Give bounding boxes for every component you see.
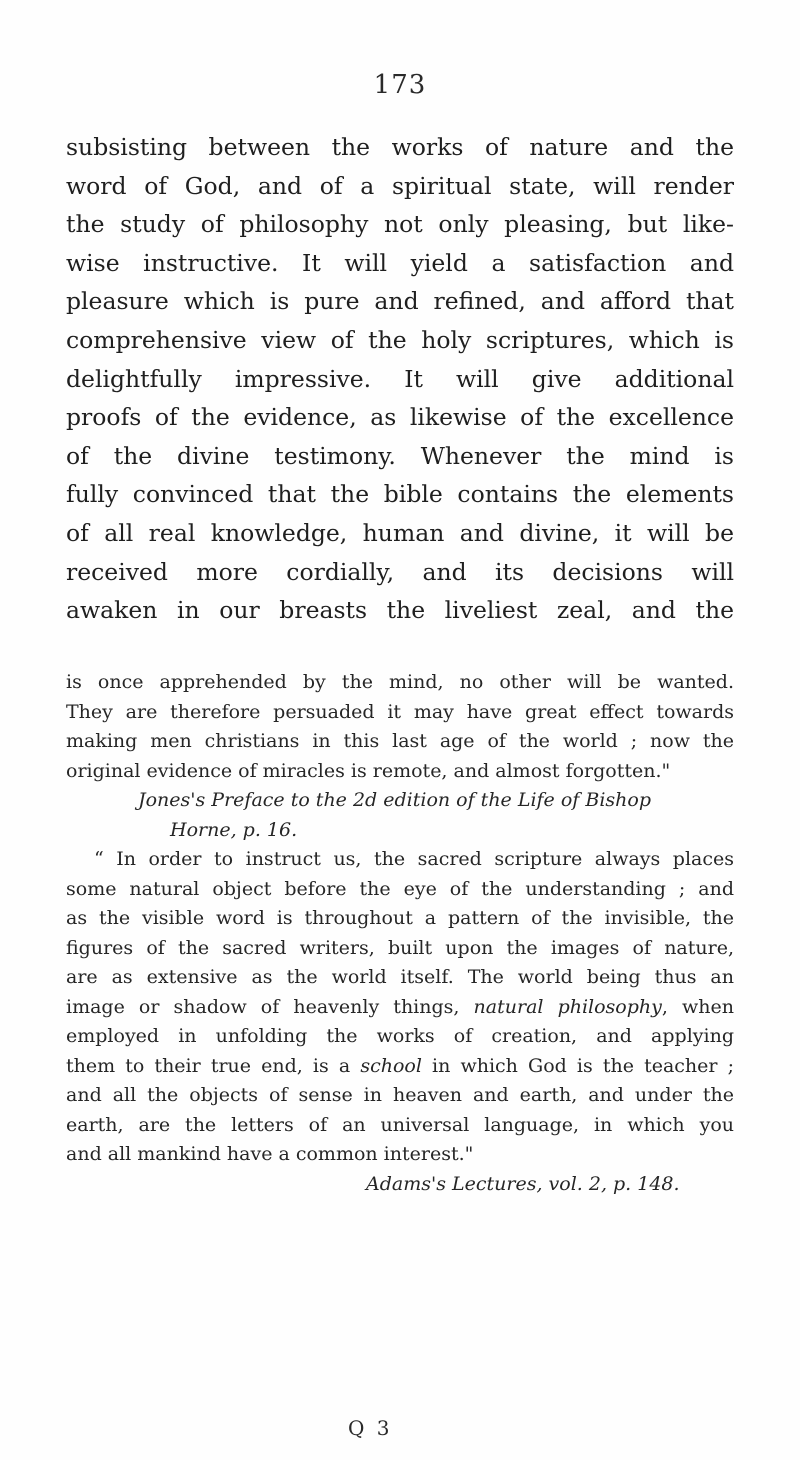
footnote-quote-line: as the visible word is throughout a pattern of the invisible, the [66,907,734,929]
body-line: of the divine testimony. Whenever the mind is [66,441,734,470]
footnote-quote-line: and all mankind have a common interest." [66,1143,474,1165]
footnote-quote-line [66,993,734,1023]
body-line: comprehensive view of the holy scriptures, which is [66,325,734,354]
body-line: received more cordially, and its decisions will [66,557,734,586]
body-line: delightfully impressive. It will give additional [66,364,734,393]
footnote-line: original evidence of miracles is remote, and almost forgotten." [66,759,671,782]
body-line: word of God, and of a spiritual state, will render [66,171,734,200]
footnote-line: is once apprehended by the mind, no other will be wanted. [66,671,734,693]
page-number: 173 [373,70,427,100]
quote-text: in which God is the teacher ; [421,1054,734,1077]
footnote-quote-line: employed in unfolding the works of creation, and applying [66,1025,734,1047]
footnote-citation: Jones's Preface to the 2d edition of the Life of Bishop [138,789,651,811]
signature-mark: Q 3 [348,1416,393,1440]
footnote-quote-line: figures of the sacred writers, built upon the images of nature, [66,936,734,959]
quote-emphasis: school [360,1054,422,1077]
footnote-quote-line: earth, are the letters of an universal language, in which you [66,1113,734,1136]
body-line: proofs of the evidence, as likewise of the excellence [66,403,734,432]
footnote-quote-line: are as extensive as the world itself. The world being thus an [66,966,734,988]
footnote-line: They are therefore persuaded it may have great effect towards [66,700,734,723]
footnote-citation: Adams's Lectures, vol. 2, p. 148. [366,1172,680,1195]
footnote-quote-line [66,1052,734,1082]
footnote-quote-line: some natural object before the eye of the understanding ; and [66,877,734,900]
body-line: of all real knowledge, human and divine, it will be [66,518,734,547]
body-line: fully convinced that the bible contains the elements [66,480,734,509]
quote-text: them to their true end, is a [66,1054,361,1077]
footnote-citation: Horne, p. 16. [170,818,298,841]
quote-text: image or shadow of heavenly things, [66,995,474,1018]
body-line: subsisting between the works of nature and the [66,133,734,161]
body-line: the study of philosophy not only pleasing, but like- [66,210,734,239]
footnote-line: making men christians in this last age of the world ; now the [66,730,734,752]
body-line: pleasure which is pure and refined, and afford that [66,287,734,316]
footnotes [66,668,734,1199]
quote-text: , when [661,995,735,1018]
main-body-text [66,128,734,630]
body-line: wise instructive. It will yield a satisfaction and [66,248,734,277]
footnote-quote-line: and all the objects of sense in heaven and earth, and under the [66,1084,734,1106]
quote-emphasis: natural philosophy [473,995,662,1018]
footnote-quote-line: “ In order to instruct us, the sacred scripture always places [94,848,734,870]
body-line: awaken in our breasts the liveliest zeal, and the [66,596,734,625]
